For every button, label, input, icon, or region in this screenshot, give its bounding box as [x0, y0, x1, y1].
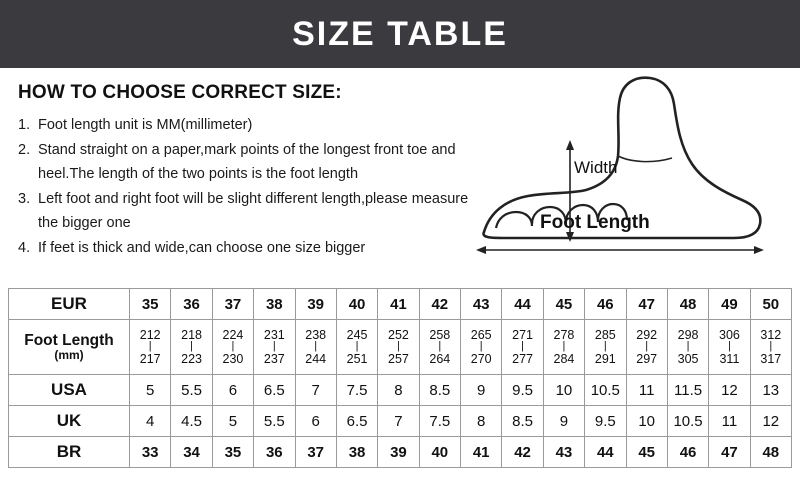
foot-measurement-diagram [466, 72, 776, 267]
table-cell [667, 320, 708, 375]
range-from: 298 [677, 328, 699, 343]
table-cell [461, 320, 502, 375]
table-cell: 35 [212, 437, 253, 468]
list-item-number: 3. [18, 191, 31, 208]
table-cell: 4 [130, 406, 171, 437]
range-separator: | [562, 340, 566, 353]
table-cell [419, 320, 460, 375]
table-cell: 9 [461, 375, 502, 406]
range-separator: | [314, 340, 318, 353]
row-header-unit: (mm) [54, 347, 84, 362]
foot-outline-icon [466, 72, 776, 267]
table-cell: 37 [212, 289, 253, 320]
range-from: 252 [388, 328, 409, 343]
range-to: 277 [512, 351, 533, 366]
table-cell: 50 [750, 289, 791, 320]
range-from: 271 [512, 328, 533, 343]
table-cell: 41 [378, 289, 419, 320]
table-cell [626, 320, 667, 375]
table-cell: 5 [212, 406, 253, 437]
table-cell: 8 [461, 406, 502, 437]
range-to: 284 [553, 351, 575, 366]
range-from: 245 [346, 328, 368, 343]
range-from: 218 [181, 328, 202, 343]
range-separator: | [645, 340, 649, 353]
table-cell: 43 [543, 437, 584, 468]
table-cell: 34 [171, 437, 212, 468]
table-cell: 11 [709, 406, 750, 437]
width-dimension-label: Width [574, 158, 618, 177]
range-separator: | [272, 340, 276, 353]
table-cell: 10.5 [585, 375, 626, 406]
range-separator: | [728, 340, 731, 353]
range-to: 251 [346, 351, 368, 366]
table-cell: 37 [295, 437, 336, 468]
list-item-number: 1. [18, 117, 31, 133]
range-from: 285 [594, 328, 616, 343]
table-cell: 9.5 [585, 406, 626, 437]
size-table [8, 288, 792, 468]
table-cell: 10 [626, 406, 667, 437]
table-cell: 46 [667, 437, 708, 468]
table-cell: 45 [543, 289, 584, 320]
foot-length-dimension-label: Foot Length [540, 212, 650, 233]
instructions-list [18, 114, 488, 261]
list-item [18, 139, 488, 186]
table-cell: 5.5 [254, 406, 295, 437]
range-to: 217 [139, 351, 161, 366]
range-from: 292 [636, 328, 658, 343]
range-to: 291 [594, 351, 616, 366]
table-cell: 4.5 [171, 406, 212, 437]
list-item [18, 114, 488, 137]
table-row [9, 437, 792, 468]
instructions-section [0, 68, 782, 274]
list-item-text: Stand straight on a paper,mark points of the longest front toe and heel.The length of the two points is the foot length [38, 142, 456, 182]
range-from: 312 [760, 328, 782, 343]
row-header-eur: EUR [9, 289, 130, 320]
table-cell: 49 [709, 289, 750, 320]
table-cell: 8 [378, 375, 419, 406]
range-separator: | [231, 340, 235, 353]
range-separator: | [148, 340, 152, 353]
table-cell: 40 [419, 437, 460, 468]
table-cell: 5.5 [171, 375, 212, 406]
range-to: 311 [719, 351, 740, 366]
row-header-foot-length [9, 320, 130, 375]
table-cell [254, 320, 295, 375]
table-cell: 42 [502, 437, 543, 468]
range-from: 278 [553, 328, 575, 343]
table-cell [130, 320, 171, 375]
table-cell: 39 [295, 289, 336, 320]
range-to: 297 [636, 351, 658, 366]
table-row [9, 406, 792, 437]
table-cell [709, 320, 750, 375]
table-cell: 10 [543, 375, 584, 406]
range-separator: | [438, 340, 442, 353]
range-separator: | [479, 340, 483, 353]
table-cell: 6.5 [336, 406, 377, 437]
page-title: SIZE TABLE [292, 14, 508, 53]
range-to: 317 [760, 351, 782, 366]
range-to: 270 [470, 351, 492, 366]
range-to: 230 [222, 351, 244, 366]
table-cell: 12 [750, 406, 791, 437]
range-to: 264 [429, 351, 451, 366]
table-cell: 39 [378, 437, 419, 468]
range-separator: | [355, 340, 359, 353]
range-from: 258 [429, 328, 451, 343]
table-cell: 7 [378, 406, 419, 437]
range-separator: | [190, 340, 193, 353]
table-cell: 38 [254, 289, 295, 320]
table-cell: 13 [750, 375, 791, 406]
list-item [18, 237, 488, 260]
header-banner [0, 0, 800, 68]
table-cell: 45 [626, 437, 667, 468]
row-header-usa: USA [9, 375, 130, 406]
table-row [9, 320, 792, 375]
list-item-text: Left foot and right foot will be slight different length,please measure the bigger one [38, 191, 469, 231]
row-header-label: Foot Length [24, 331, 114, 349]
range-from: 306 [719, 328, 740, 343]
table-cell: 41 [461, 437, 502, 468]
table-cell: 46 [585, 289, 626, 320]
range-separator: | [397, 340, 400, 353]
table-cell: 44 [585, 437, 626, 468]
table-row [9, 375, 792, 406]
table-cell [543, 320, 584, 375]
size-table-container [8, 288, 792, 468]
table-cell [336, 320, 377, 375]
range-separator: | [603, 340, 607, 353]
list-item [18, 188, 488, 235]
range-from: 224 [222, 328, 244, 343]
range-from: 265 [470, 328, 492, 343]
list-item-number: 2. [18, 142, 31, 159]
table-cell [171, 320, 212, 375]
table-cell: 7.5 [419, 406, 460, 437]
row-header-br: BR [9, 437, 130, 468]
instructions-heading: HOW TO CHOOSE CORRECT SIZE: [18, 82, 342, 103]
table-cell: 6 [295, 406, 336, 437]
row-header-uk: UK [9, 406, 130, 437]
table-cell: 35 [130, 289, 171, 320]
table-cell: 12 [709, 375, 750, 406]
table-cell: 33 [130, 437, 171, 468]
table-cell: 7.5 [336, 375, 377, 406]
table-cell [750, 320, 791, 375]
table-cell: 8.5 [419, 375, 460, 406]
table-cell: 40 [336, 289, 377, 320]
range-to: 305 [677, 351, 699, 366]
table-cell: 48 [667, 289, 708, 320]
range-to: 244 [305, 351, 327, 366]
range-from: 231 [263, 328, 285, 343]
table-cell: 11.5 [667, 375, 708, 406]
range-separator: | [686, 340, 690, 353]
list-item-text: Foot length unit is MM(millimeter) [38, 117, 253, 133]
range-from: 238 [305, 328, 327, 343]
table-cell: 36 [171, 289, 212, 320]
table-cell [295, 320, 336, 375]
table-row [9, 289, 792, 320]
table-cell: 7 [295, 375, 336, 406]
range-separator: | [769, 340, 773, 353]
table-cell: 47 [709, 437, 750, 468]
table-cell: 6 [212, 375, 253, 406]
table-cell: 9.5 [502, 375, 543, 406]
list-item-number: 4. [18, 240, 31, 257]
table-cell: 43 [461, 289, 502, 320]
list-item-text: If feet is thick and wide,can choose one size bigger [38, 240, 366, 257]
table-cell: 42 [419, 289, 460, 320]
table-cell [212, 320, 253, 375]
table-cell: 38 [336, 437, 377, 468]
table-cell: 6.5 [254, 375, 295, 406]
table-cell [585, 320, 626, 375]
table-cell [502, 320, 543, 375]
range-to: 257 [388, 351, 409, 366]
range-to: 223 [181, 351, 202, 366]
table-cell: 10.5 [667, 406, 708, 437]
table-cell [378, 320, 419, 375]
table-cell: 44 [502, 289, 543, 320]
table-cell: 36 [254, 437, 295, 468]
table-cell: 11 [626, 375, 667, 406]
range-separator: | [521, 340, 524, 353]
table-cell: 8.5 [502, 406, 543, 437]
table-cell: 47 [626, 289, 667, 320]
range-to: 237 [263, 351, 285, 366]
table-cell: 9 [543, 406, 584, 437]
table-cell: 5 [130, 375, 171, 406]
range-from: 212 [139, 328, 161, 343]
table-cell: 48 [750, 437, 791, 468]
